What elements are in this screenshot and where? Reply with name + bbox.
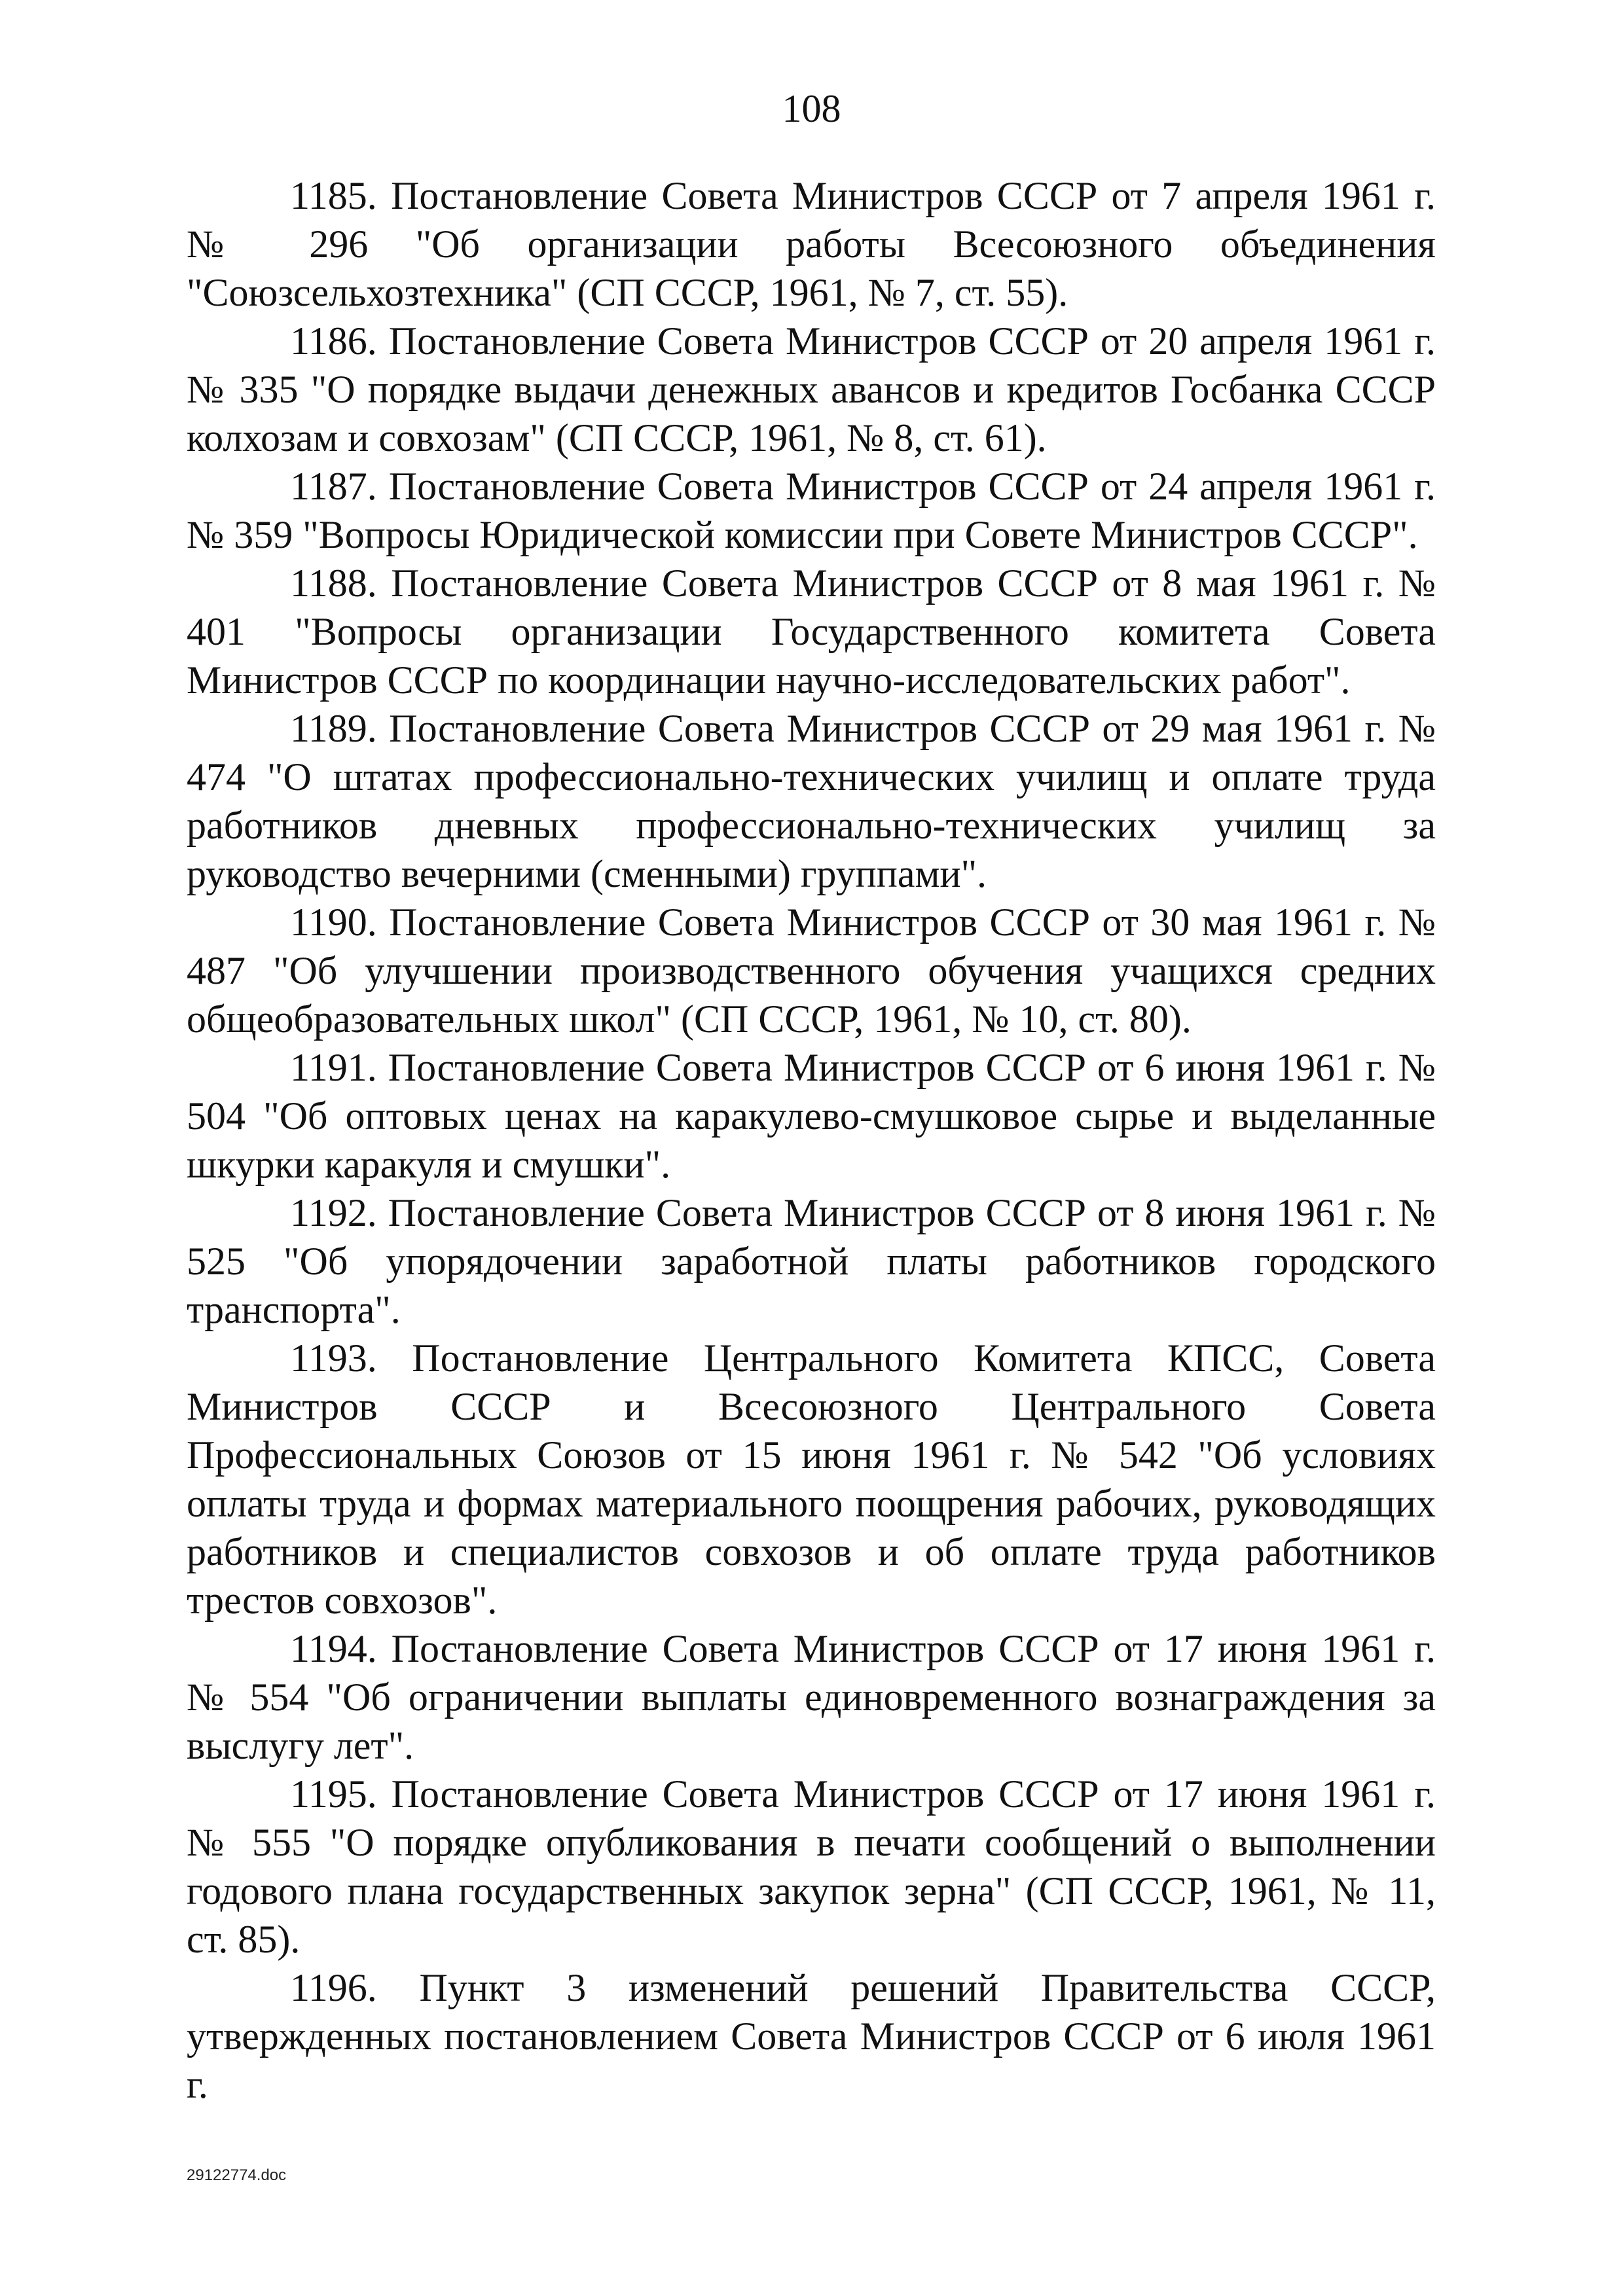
entry-number: 1187. bbox=[290, 465, 377, 508]
entry-number: 1189. bbox=[290, 707, 377, 750]
list-item bbox=[187, 462, 1436, 559]
entry-number: 1191. bbox=[290, 1046, 377, 1089]
entry-number: 1195. bbox=[290, 1772, 377, 1816]
entry-text: Постановление Совета Министров СССР от 6 июня 1961 г. № 504 "Об оптовых ценах на каракулево-смушковое сырье и выделанные шкурки каракуля и смушки". bbox=[187, 1046, 1436, 1186]
entry-number: 1194. bbox=[290, 1627, 377, 1670]
entry-number: 1188. bbox=[290, 562, 377, 605]
entry-number: 1185. bbox=[290, 174, 377, 217]
entry-number: 1196. bbox=[290, 1966, 377, 2009]
page-number: 108 bbox=[782, 87, 841, 130]
entry-text: Постановление Совета Министров СССР от 8 июня 1961 г. № 525 "Об упорядочении заработной платы работников городского транспорта". bbox=[187, 1191, 1436, 1331]
entry-text: Постановление Совета Министров СССР от 8 мая 1961 г. № 401 "Вопросы организации Государственного комитета Совета Министров СССР по координации научно-исследовательских работ". bbox=[187, 562, 1436, 702]
list-item bbox=[187, 1189, 1436, 1334]
entry-text: Постановление Совета Министров СССР от 17 июня 1961 г. № 554 "Об ограничении выплаты единовременного вознаграждения за выслугу лет". bbox=[187, 1627, 1436, 1767]
entry-text: Постановление Совета Министров СССР от 7 апреля 1961 г. № 296 "Об организации работы Всесоюзного объединения "Союзсельхозтехника" (СП СССР, 1961, № 7, ст. 55). bbox=[187, 174, 1436, 314]
list-item bbox=[187, 1964, 1436, 2109]
list-item bbox=[187, 1043, 1436, 1189]
list-item bbox=[187, 898, 1436, 1043]
list-item bbox=[187, 559, 1436, 704]
list-item bbox=[187, 171, 1436, 317]
entry-number: 1186. bbox=[290, 319, 377, 363]
list-item bbox=[187, 1334, 1436, 1624]
entry-text: Постановление Совета Министров СССР от 30 мая 1961 г. № 487 "Об улучшении производственного обучения учащихся средних общеобразовательных школ" (СП СССР, 1961, № 10, ст. 80). bbox=[187, 901, 1436, 1041]
entry-number: 1190. bbox=[290, 901, 377, 944]
list-item bbox=[187, 317, 1436, 462]
entry-text: Постановление Совета Министров СССР от 17 июня 1961 г. № 555 "О порядке опубликования в печати сообщений о выполнении годового плана государственных закупок зерна" (СП СССР, 1961, № 11, ст. 85). bbox=[187, 1772, 1436, 1961]
document-body bbox=[187, 171, 1436, 2109]
entry-text: Постановление Центрального Комитета КПСС, Совета Министров СССР и Всесоюзного Центрального Совета Профессиональных Союзов от 15 июня 1961 г. № 542 "Об условиях оплаты труда и формах материального поощрения рабочих, руководящих работников и специалистов совхозов и об оплате труда работников трестов совхозов". bbox=[187, 1336, 1436, 1622]
entry-number: 1193. bbox=[290, 1336, 377, 1380]
document-filename: 29122774.doc bbox=[187, 2166, 287, 2184]
entry-text: Постановление Совета Министров СССР от 20 апреля 1961 г. № 335 "О порядке выдачи денежных авансов и кредитов Госбанка СССР колхозам и совхозам" (СП СССР, 1961, № 8, ст. 61). bbox=[187, 319, 1436, 459]
entry-number: 1192. bbox=[290, 1191, 377, 1234]
list-item bbox=[187, 1770, 1436, 1964]
list-item bbox=[187, 704, 1436, 898]
list-item bbox=[187, 1624, 1436, 1770]
entry-text: Постановление Совета Министров СССР от 29 мая 1961 г. № 474 "О штатах профессионально-технических училищ и оплате труда работников дневных профессионально-технических училищ за руководство вечерними (сменными) группами". bbox=[187, 707, 1436, 895]
entry-text: Пункт 3 изменений решений Правительства СССР, утвержденных постановлением Совета Министров СССР от 6 июля 1961 г. bbox=[187, 1966, 1436, 2106]
entry-text: Постановление Совета Министров СССР от 24 апреля 1961 г. № 359 "Вопросы Юридической комиссии при Совете Министров СССР". bbox=[187, 465, 1436, 556]
